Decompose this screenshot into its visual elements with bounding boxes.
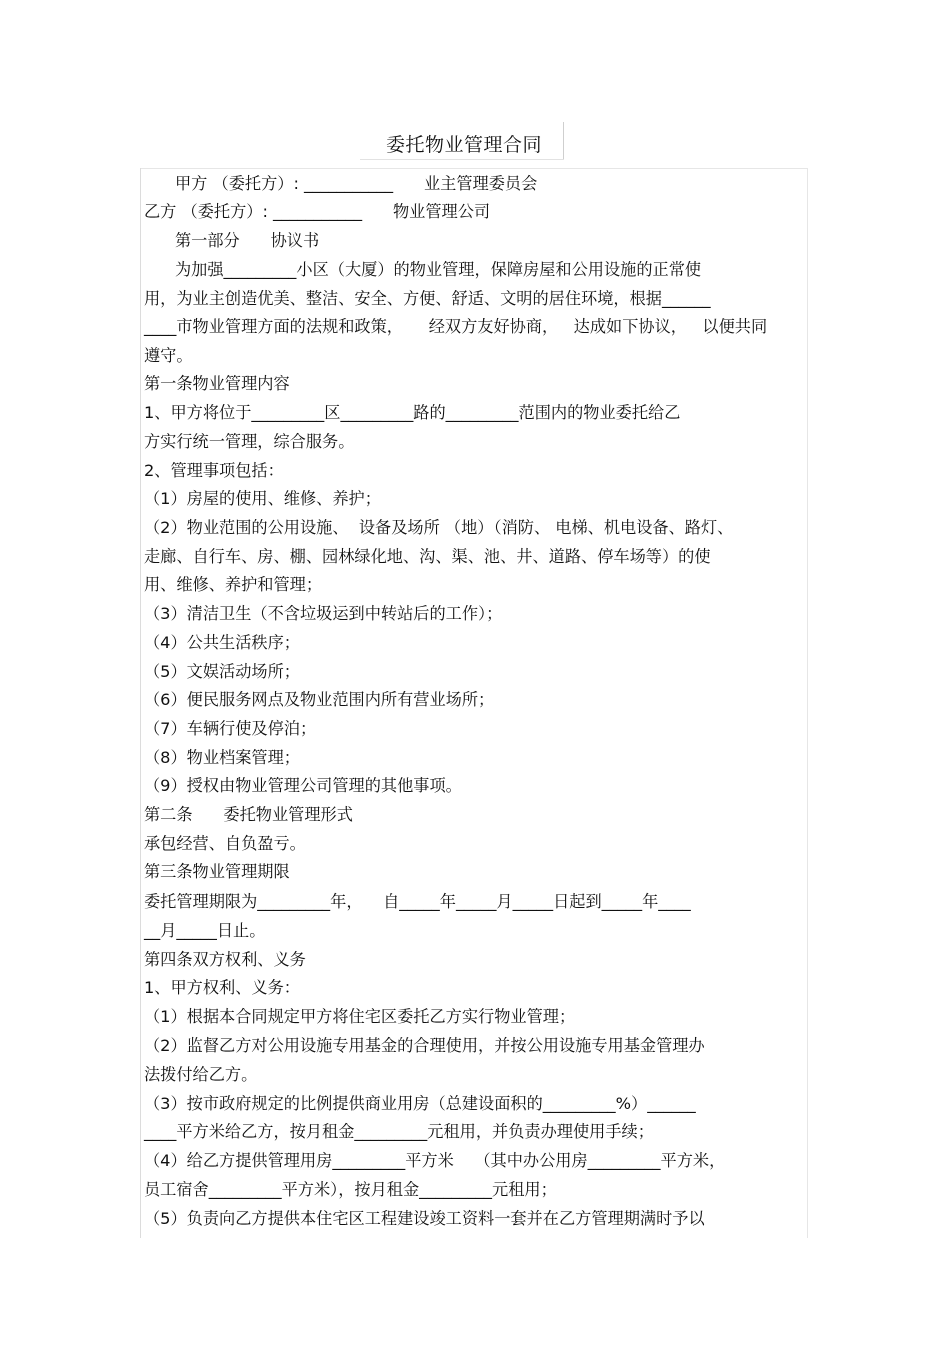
article-heading: 第三条物业管理期限 [144, 862, 290, 881]
paragraph-line: 1、甲方将位于_________区_________路的_________范围内的物业委托给乙 [144, 403, 681, 422]
article-heading: 第二条 委托物业管理形式 [144, 805, 353, 824]
article-heading: 第一条物业管理内容 [144, 374, 290, 393]
list-item: （1）房屋的使用、维修、养护； [144, 489, 381, 508]
paragraph-line: ____市物业管理方面的法规和政策， 经双方友好协商， 达成如下协议， 以便共同 [144, 317, 768, 336]
title-divider-vertical [563, 122, 564, 160]
page-frame-right [807, 168, 808, 1238]
list-item: （5）负责向乙方提供本住宅区工程建设竣工资料一套并在乙方管理期满时予以 [144, 1209, 705, 1228]
document-title: 委托物业管理合同 [386, 134, 543, 156]
paragraph-line: 用，为业主创造优美、整洁、安全、方便、舒适、文明的居住环境，根据______ [144, 289, 711, 308]
list-item: （7）车辆行使及停泊； [144, 719, 317, 738]
paragraph-line: 方实行统一管理，综合服务。 [144, 432, 355, 451]
page-frame-left [140, 168, 141, 1238]
paragraph-line: 为加强_________小区（大厦）的物业管理，保障房屋和公用设施的正常使 [175, 260, 702, 279]
party-a-line: 甲方 （委托方）: ___________ 业主管理委员会 [175, 174, 538, 193]
paragraph-line: 遵守。 [144, 346, 193, 365]
list-item: （3）清洁卫生（不含垃圾运到中转站后的工作）； [144, 604, 503, 623]
article-heading: 第四条双方权利、义务 [144, 950, 306, 969]
list-item: （3）按市政府规定的比例提供商业用房（总建设面积的_________%）______ [144, 1094, 696, 1113]
list-item: （6）便民服务网点及物业范围内所有营业场所； [144, 690, 495, 709]
paragraph-line: 2、管理事项包括： [144, 461, 284, 480]
paragraph-line: 用、维修、养护和管理； [144, 575, 323, 594]
paragraph-line: 走廊、自行车、房、棚、园林绿化地、沟、渠、池、井、道路、停车场等）的使 [144, 547, 711, 566]
title-divider-horizontal [360, 159, 564, 160]
paragraph-line: 委托管理期限为_________年， 自_____年_____月_____日起到_____年____ [144, 892, 691, 911]
paragraph-line: 承包经营、自负盈亏。 [144, 834, 306, 853]
list-item: （4）公共生活秩序； [144, 633, 300, 652]
paragraph-line: 法拨付给乙方。 [144, 1065, 258, 1084]
list-item: （2）监督乙方对公用设施专用基金的合理使用，并按公用设施专用基金管理办 [144, 1036, 705, 1055]
paragraph-line: 1、甲方权利、义务： [144, 978, 300, 997]
list-item: （5）文娱活动场所； [144, 662, 300, 681]
party-b-line: 乙方 （委托方）: ___________ 物业管理公司 [144, 202, 491, 221]
paragraph-line: __月_____日止。 [144, 921, 266, 940]
page-frame-top [140, 168, 808, 169]
list-item: （1）根据本合同规定甲方将住宅区委托乙方实行物业管理； [144, 1007, 576, 1026]
list-item: （9）授权由物业管理公司管理的其他事项。 [144, 776, 462, 795]
paragraph-line: ____平方米给乙方，按月租金_________元租用，并负责办理使用手续； [144, 1122, 654, 1141]
list-item: （8）物业档案管理； [144, 748, 300, 767]
list-item: （2）物业范围的公用设施、 设备及场所 （地）（消防、 电梯、机电设备、路灯、 [144, 518, 734, 537]
list-item: （4）给乙方提供管理用房_________平方米 （其中办公用房_________平方米， [144, 1151, 726, 1170]
part-one-heading: 第一部分 协议书 [175, 231, 320, 250]
paragraph-line: 员工宿舍_________平方米），按月租金_________元租用； [144, 1180, 557, 1199]
